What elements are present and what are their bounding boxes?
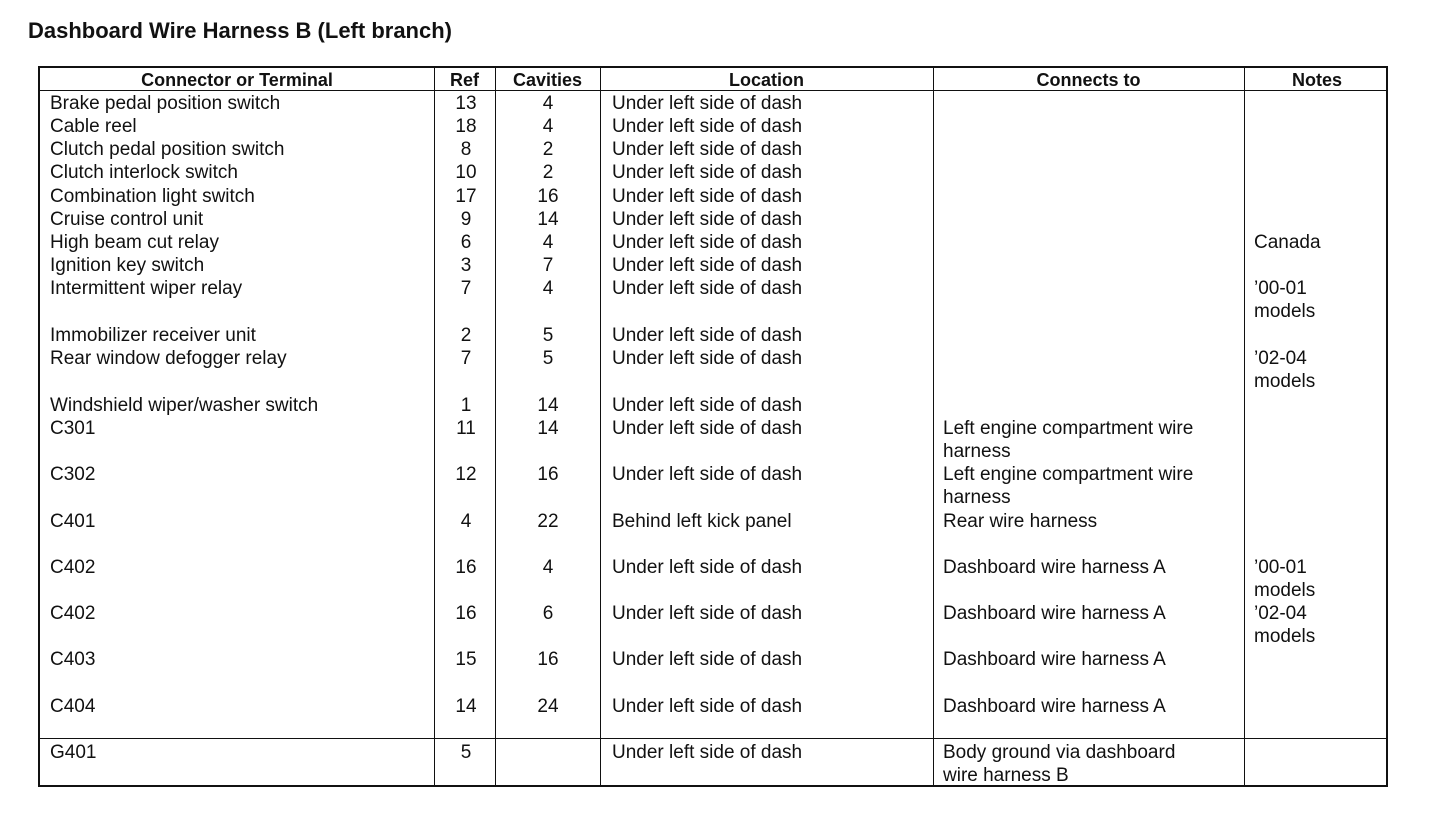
connector-table xyxy=(38,66,1388,787)
cavity-count-cell: 5 xyxy=(542,325,554,346)
location-cell: Under left side of dash xyxy=(612,325,803,346)
header-cavities: Cavities xyxy=(512,70,583,90)
row-divider xyxy=(40,738,1386,739)
ref-number-cell: 16 xyxy=(455,603,477,624)
ref-number-cell: 18 xyxy=(455,116,477,137)
connector-name-cell: Combination light switch xyxy=(50,186,255,207)
column-divider xyxy=(434,68,435,785)
location-cell: Under left side of dash xyxy=(612,696,803,717)
ref-number-cell: 17 xyxy=(455,186,477,207)
cavity-count-cell: 16 xyxy=(537,186,559,207)
location-cell: Under left side of dash xyxy=(612,186,803,207)
ref-number-cell: 14 xyxy=(455,696,477,717)
connects-to-cell: Dashboard wire harness A xyxy=(943,603,1166,624)
location-cell: Under left side of dash xyxy=(612,162,803,183)
connector-name-cell: G401 xyxy=(50,742,97,763)
location-cell: Under left side of dash xyxy=(612,603,803,624)
location-cell: Under left side of dash xyxy=(612,649,803,670)
location-cell: Under left side of dash xyxy=(612,209,803,230)
connector-name-cell: C301 xyxy=(50,418,96,439)
cavity-count-cell: 16 xyxy=(537,649,559,670)
cavity-count-cell: 7 xyxy=(542,255,554,276)
ref-number-cell: 7 xyxy=(460,348,472,369)
ref-number-cell: 12 xyxy=(455,464,477,485)
cavity-count-cell: 4 xyxy=(542,278,554,299)
cavity-count-cell: 16 xyxy=(537,464,559,485)
location-cell: Under left side of dash xyxy=(612,348,803,369)
ref-number-cell: 11 xyxy=(456,418,476,439)
connector-name-cell: Rear window defogger relay xyxy=(50,348,287,369)
ref-number-cell: 2 xyxy=(460,325,472,346)
notes-cell: ’00-01 models xyxy=(1254,557,1316,601)
cavity-count-cell: 24 xyxy=(537,696,559,717)
location-cell: Under left side of dash xyxy=(612,232,803,253)
connector-name-cell: Intermittent wiper relay xyxy=(50,278,243,299)
ref-number-cell: 7 xyxy=(460,278,472,299)
cavity-count-cell: 4 xyxy=(542,557,554,578)
connects-to-cell: Left engine compartment wire harness xyxy=(943,464,1194,508)
connects-to-cell: Rear wire harness xyxy=(943,511,1098,532)
connector-name-cell: C403 xyxy=(50,649,96,670)
location-cell: Under left side of dash xyxy=(612,418,803,439)
cavity-count-cell: 6 xyxy=(542,603,554,624)
ref-number-cell: 9 xyxy=(460,209,472,230)
location-cell: Under left side of dash xyxy=(612,464,803,485)
ref-number-cell: 3 xyxy=(460,255,472,276)
ref-number-cell: 6 xyxy=(460,232,472,253)
connector-name-cell: C401 xyxy=(50,511,96,532)
location-cell: Under left side of dash xyxy=(612,93,803,114)
connector-name-cell: Ignition key switch xyxy=(50,255,205,276)
connector-name-cell: C404 xyxy=(50,696,96,717)
location-cell: Under left side of dash xyxy=(612,139,803,160)
connector-name-cell: High beam cut relay xyxy=(50,232,219,253)
connector-name-cell: C402 xyxy=(50,603,96,624)
cavity-count-cell: 4 xyxy=(542,116,554,137)
column-divider xyxy=(1244,68,1245,785)
cavity-count-cell: 14 xyxy=(537,418,559,439)
cavity-count-cell: 2 xyxy=(542,162,554,183)
header-connects-to: Connects to xyxy=(1036,70,1141,90)
connector-name-cell: Cable reel xyxy=(50,116,137,137)
cavity-count-cell: 4 xyxy=(542,232,554,253)
ref-number-cell: 10 xyxy=(455,162,477,183)
connects-to-cell: Body ground via dashboard wire harness B xyxy=(943,742,1176,786)
connects-to-cell: Left engine compartment wire harness xyxy=(943,418,1194,462)
cavity-count-cell: 2 xyxy=(542,139,554,160)
cavity-count-cell: 14 xyxy=(537,395,559,416)
page-title: Dashboard Wire Harness B (Left branch) xyxy=(28,18,452,43)
location-cell: Under left side of dash xyxy=(612,395,803,416)
connector-name-cell: Cruise control unit xyxy=(50,209,204,230)
notes-cell: ’02-04 models xyxy=(1254,348,1316,392)
connector-name-cell: Brake pedal position switch xyxy=(50,93,281,114)
connector-name-cell: C402 xyxy=(50,557,96,578)
location-cell: Under left side of dash xyxy=(612,255,803,276)
column-divider xyxy=(933,68,934,785)
header-connector: Connector or Terminal xyxy=(141,70,333,90)
notes-cell: Canada xyxy=(1254,232,1321,253)
cavity-count-cell: 22 xyxy=(537,511,559,532)
connector-name-cell: Immobilizer receiver unit xyxy=(50,325,256,346)
header-notes: Notes xyxy=(1291,70,1342,90)
notes-cell: ’02-04 models xyxy=(1254,603,1316,647)
connector-name-cell: C302 xyxy=(50,464,96,485)
header-location: Location xyxy=(729,70,804,90)
connector-name-cell: Clutch interlock switch xyxy=(50,162,238,183)
location-cell: Under left side of dash xyxy=(612,742,803,763)
ref-number-cell: 5 xyxy=(460,742,472,763)
column-divider xyxy=(600,68,601,785)
cavity-count-cell: 4 xyxy=(542,93,554,114)
notes-cell: ’00-01 models xyxy=(1254,278,1316,322)
connector-name-cell: Windshield wiper/washer switch xyxy=(50,395,319,416)
ref-number-cell: 15 xyxy=(455,649,477,670)
connects-to-cell: Dashboard wire harness A xyxy=(943,696,1166,717)
header-ref: Ref xyxy=(449,70,479,90)
ref-number-cell: 16 xyxy=(455,557,477,578)
cavity-count-cell: 14 xyxy=(537,209,559,230)
ref-number-cell: 4 xyxy=(460,511,472,532)
location-cell: Under left side of dash xyxy=(612,278,803,299)
ref-number-cell: 1 xyxy=(460,395,472,416)
connects-to-cell: Dashboard wire harness A xyxy=(943,557,1166,578)
connects-to-cell: Dashboard wire harness A xyxy=(943,649,1166,670)
cavity-count-cell: 5 xyxy=(542,348,554,369)
ref-number-cell: 8 xyxy=(460,139,472,160)
ref-number-cell: 13 xyxy=(455,93,477,114)
location-cell: Under left side of dash xyxy=(612,557,803,578)
location-cell: Under left side of dash xyxy=(612,116,803,137)
connector-name-cell: Clutch pedal position switch xyxy=(50,139,285,160)
location-cell: Behind left kick panel xyxy=(612,511,792,532)
